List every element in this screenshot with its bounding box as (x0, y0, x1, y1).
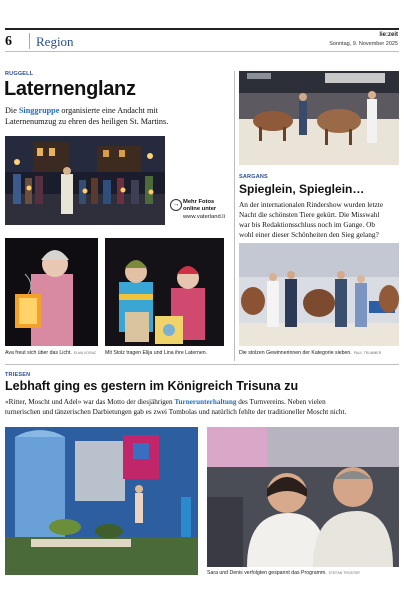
article3-body-start: «Ritter, Moscht und Adel» war das Motto der diesjährigen (5, 398, 175, 406)
article3-body (5, 397, 401, 417)
winners-photo (239, 243, 399, 346)
section-title: Region (36, 34, 74, 49)
article2-body-line: Nacht die schönsten Tiere gekürt. Die Misswahl (239, 210, 380, 219)
turnerunterhaltung-link[interactable]: Turnerunterhaltung (174, 398, 237, 406)
article2-headline: Spieglein, Spieglein… (239, 182, 365, 196)
newspaper-brand: lie:zeit (379, 32, 398, 38)
article1-lead-start: Die (5, 106, 19, 115)
kids-lanterns-photo (105, 238, 224, 346)
article3-kicker: TRIESEN (5, 372, 31, 378)
procession-photo (5, 136, 165, 225)
section-divider (5, 364, 399, 365)
audience-photo (207, 427, 399, 567)
page-number: 6 (5, 34, 12, 49)
article1-kicker: RUGGELL (5, 71, 34, 77)
article2-body-line: war bis Redaktionsschluss noch im Gange. Ob (239, 220, 375, 229)
column-divider (234, 71, 235, 361)
cattle-show-photo (239, 71, 399, 165)
article1-lead-rest: organisierte eine Andacht mit (59, 106, 158, 115)
girl-lantern-caption-text: Ava freut sich über das Licht. (5, 350, 72, 356)
issue-date: Sonntag, 9. November 2025 (329, 41, 398, 47)
header-bottom-rule (5, 51, 399, 52)
article1-lead-line2: Laternenumzug zu ehren des heiligen St. Martins. (5, 116, 169, 126)
audience-caption (207, 570, 360, 576)
girl-lantern-credit: ELMA KORAC (73, 351, 97, 355)
winners-caption (239, 350, 381, 356)
article3-body-line2: turnerischen und tänzerischen Darbietungen gab es zwei Tombolas und natürlich fehlte der traditioneller Moscht nicht. (5, 408, 347, 416)
audience-caption-text: Sara und Denis verfolgten gespannt das Programm. (207, 570, 327, 576)
article1-headline: Laternenglanz (4, 78, 136, 100)
girl-lantern-photo (5, 238, 98, 346)
article3-headline: Lebhaft ging es gestern im Königreich Trisuna zu (5, 379, 299, 393)
article3-body-rest: des Turnvereins. Neben vielen (236, 398, 326, 406)
kids-lanterns-caption: Mit Stolz tragen Elija und Lina ihre Laternen. (105, 350, 208, 356)
winners-credit: PAUL TRUMMER (353, 351, 382, 355)
article1-lead (5, 106, 233, 127)
header-separator (29, 33, 30, 49)
singgruppe-link[interactable]: Singgruppe (18, 106, 60, 115)
promo-url-link[interactable]: www.vaterland.li (183, 214, 225, 220)
winners-caption-text: Die stolzen Gewinnerinnen der Kategorie sieben. (239, 350, 352, 356)
girl-lantern-caption (5, 350, 97, 356)
article2-body-line: wohl einer dieser Schönheiten den Sieg gelang? (239, 230, 379, 239)
stage-performance-photo (5, 427, 198, 575)
audience-credit: STEFAN TROSTER (328, 571, 360, 575)
article2-body (239, 200, 401, 240)
promo-line1: Mehr Fotos (183, 199, 215, 205)
promo-line2: online unter (183, 206, 217, 212)
arrow-right-circle-icon[interactable]: → (170, 199, 182, 211)
top-rule (5, 28, 399, 30)
article2-body-line: An der internationalen Rindershow wurden letzte (239, 200, 384, 209)
article2-kicker: SARGANS (239, 174, 268, 180)
